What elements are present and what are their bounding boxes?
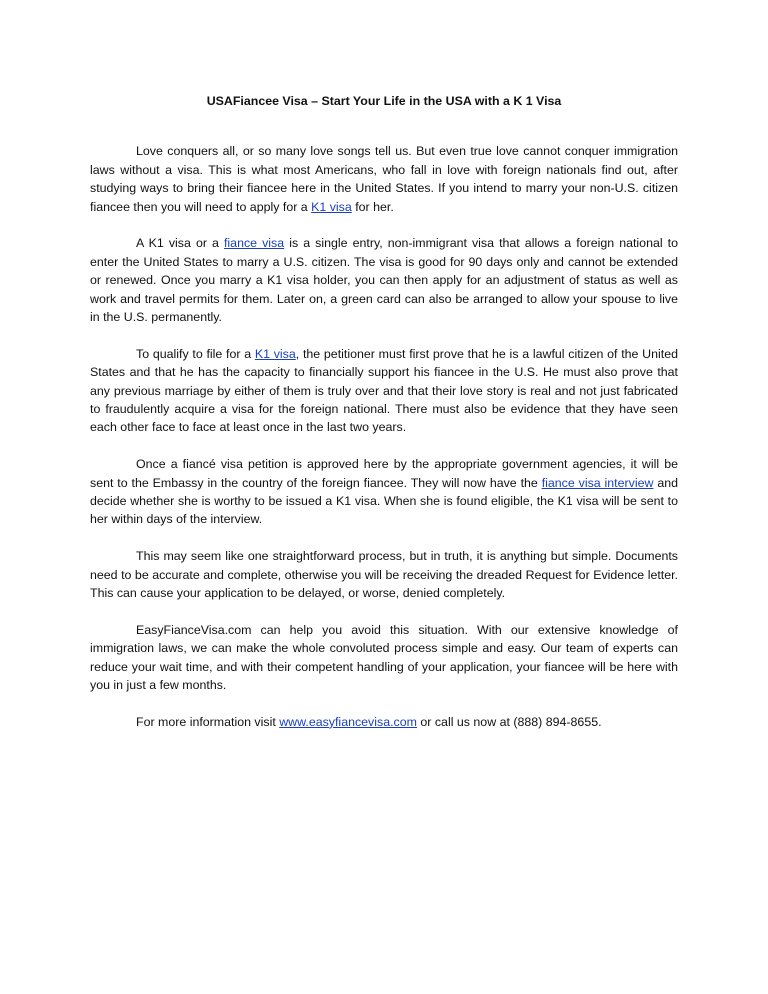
- paragraph-service-pitch: [90, 621, 678, 695]
- document-body: [90, 92, 678, 750]
- paragraph-text: For more information visit: [136, 714, 280, 729]
- k1-visa-link[interactable]: K1 visa: [311, 199, 352, 214]
- paragraph-qualification: [90, 345, 678, 437]
- paragraph-text: EasyFianceVisa.com can help you avoid this situation. With our extensive knowledge of immigration laws, we can make the whole convoluted process simple and easy. Our team of experts can reduce your wait time, and with their competent handling of your application, your fiancee will be here with you in just a few months.: [90, 622, 678, 693]
- paragraph-contact: [90, 713, 678, 731]
- k1-visa-link[interactable]: K1 visa: [254, 346, 296, 361]
- website-link[interactable]: www.easyfiancevisa.com: [279, 714, 417, 729]
- paragraph-text: A K1 visa or a: [136, 236, 224, 251]
- paragraph-text: and decide whether she is worthy to be issued a K1 visa. When she is found eligible, the K1 visa will be sent to her within days of the interview.: [90, 475, 678, 527]
- paragraph-text: , the petitioner must first prove that he is a lawful citizen of the United States and that he has the capacity to financially support his fiancee in the U.S. He must also prove that any previous marriage by either of them is truly over and that their love story is real and not just fabricated to fraudulently acquire a visa for the foreign national. There must also be evidence that they have seen each other face to face at least once in the last two years.: [90, 346, 678, 435]
- paragraph-k1-definition: [90, 234, 678, 326]
- paragraph-process-difficulty: [90, 547, 678, 602]
- fiance-visa-interview-link[interactable]: fiance visa interview: [541, 475, 654, 490]
- paragraph-intro: [90, 142, 678, 216]
- paragraph-text: or call us now at (888) 894-8655.: [416, 714, 602, 729]
- paragraph-petition-approval: [90, 455, 678, 529]
- paragraph-text: This may seem like one straightforward process, but in truth, it is anything but simple. Documents need to be accurate and complete, otherwise you will be receiving the dreaded Request for Evidence letter. This can cause your application to be delayed, or worse, denied completely.: [90, 549, 678, 601]
- paragraph-text: To qualify to file for a: [136, 346, 255, 361]
- paragraph-text: Love conquers all, or so many love songs tell us. But even true love cannot conquer immigration laws without a visa. This is what most Americans, who fall in love with foreign nationals find out, after studying ways to bring their fiancee here in the United States. If you intend to marry your non-U.S. citizen fiancee then you will need to apply for a: [90, 144, 678, 214]
- paragraph-text: Once a fiancé visa petition is approved here by the appropriate government agencies, it will be sent to the Embassy in the country of the foreign fiancee. They will now have the: [90, 457, 678, 490]
- paragraph-text: is a single entry, non-immigrant visa that allows a foreign national to enter the United States to marry a U.S. citizen. The visa is good for 90 days only and cannot be extended or renewed. Once you marry a K1 visa holder, you can then apply for an adjustment of status as well as work and travel permits for them. Later on, a green card can also be arranged to allow your spouse to live in the U.S. permanently.: [90, 236, 678, 325]
- document-title: USAFiancee Visa – Start Your Life in the USA with a K 1 Visa: [206, 94, 562, 108]
- paragraph-text: for her.: [351, 199, 394, 214]
- fiance-visa-link[interactable]: fiance visa: [223, 236, 285, 251]
